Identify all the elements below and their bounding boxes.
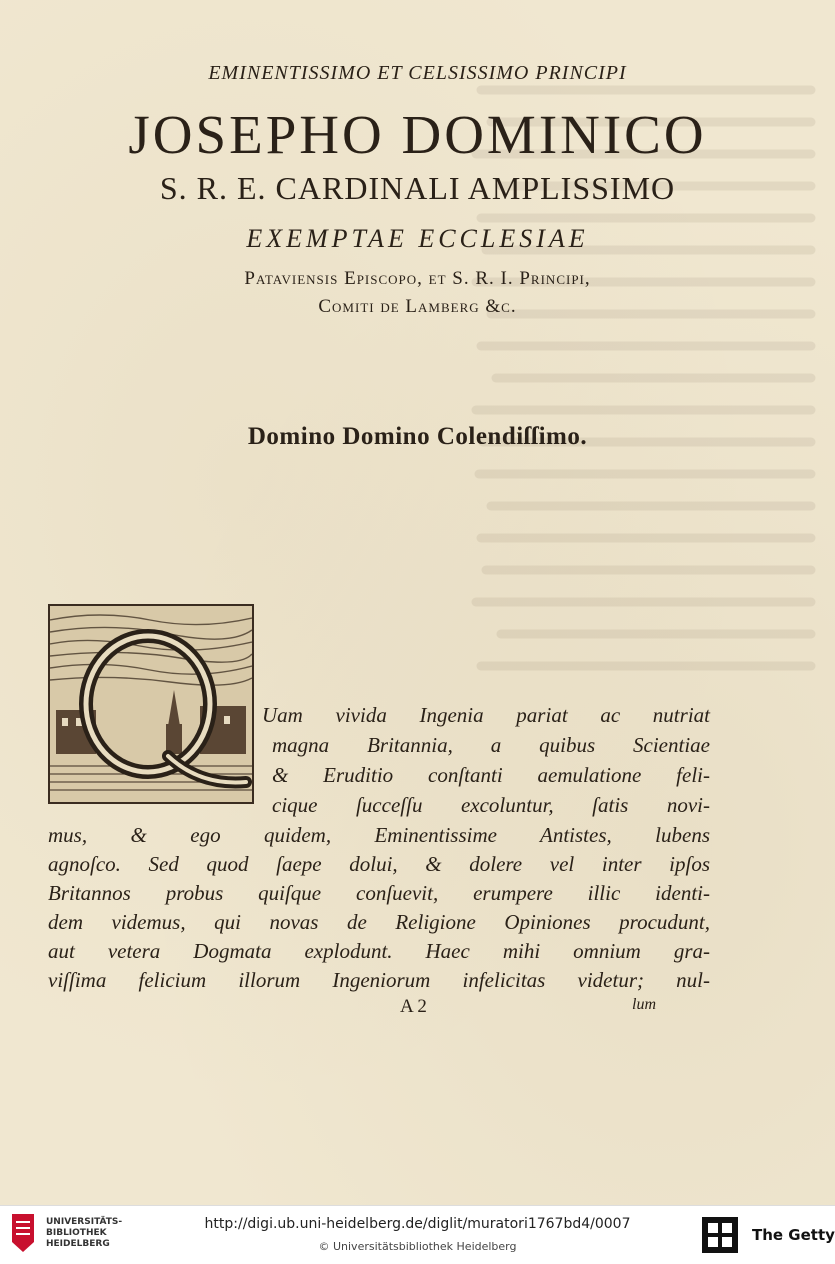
body-line-1: Uam vivida Ingenia pariat ac nutriat xyxy=(262,703,710,727)
library-name-text: UNIVERSITÄTS- BIBLIOTHEK HEIDELBERG xyxy=(46,1217,123,1249)
permalink-url[interactable]: http://digi.ub.uni-heidelberg.de/diglit/muratori1767bd4/0007 xyxy=(204,1216,631,1232)
viewer-footer xyxy=(0,1205,835,1264)
getty-logo-icon[interactable] xyxy=(702,1217,738,1253)
body-line-10: viſſima felicium illorum Ingeniorum infelicitas videtur; nul- xyxy=(48,968,710,992)
dedication-line-4: EXEMPTAE ECCLESIAE xyxy=(246,224,589,253)
body-line-6: agnoſco. Sed quod ſaepe dolui, & dolere vel inter ipſos xyxy=(48,852,710,876)
body-line-4: cique ſucceſſu excoluntur, ſatis novi- xyxy=(272,793,710,817)
body-line-2: magna Britannia, a quibus Scientiae xyxy=(272,733,710,757)
dedication-name: JOSEPHO DOMINICO xyxy=(128,104,707,165)
body-line-9: aut vetera Dogmata explodunt. Haec mihi omnium gra- xyxy=(48,939,710,963)
body-line-8: dem videmus, qui novas de Religione Opiniones procudunt, xyxy=(48,910,710,934)
dedication-line-6: Comiti de Lamberg &c. xyxy=(318,296,517,317)
dedication-line-5: Pataviensis Episcopo, et S. R. I. Principi, xyxy=(244,268,591,289)
catchword: lum xyxy=(632,996,656,1013)
body-line-7: Britannos probus quiſque conſuevit, erumpere illic identi- xyxy=(48,881,710,905)
decorated-initial-q xyxy=(48,604,254,804)
salutation: Domino Domino Colendiſſimo. xyxy=(247,423,588,450)
body-line-5: mus, & ego quidem, Eminentissime Antistes, lubens xyxy=(48,823,710,847)
signature-mark: A 2 xyxy=(400,996,427,1017)
copyright-notice: © Universitätsbibliothek Heidelberg xyxy=(318,1240,517,1253)
getty-name[interactable]: The Getty xyxy=(752,1226,835,1244)
show-through-text xyxy=(461,70,821,710)
dedication-title: S. R. E. CARDINALI AMPLISSIMO xyxy=(159,170,676,206)
body-line-3: & Eruditio conſtanti aemulatione feli- xyxy=(272,763,710,787)
dedication-line-1: EMINENTISSIMO ET CELSISSIMO PRINCIPI xyxy=(208,62,627,84)
